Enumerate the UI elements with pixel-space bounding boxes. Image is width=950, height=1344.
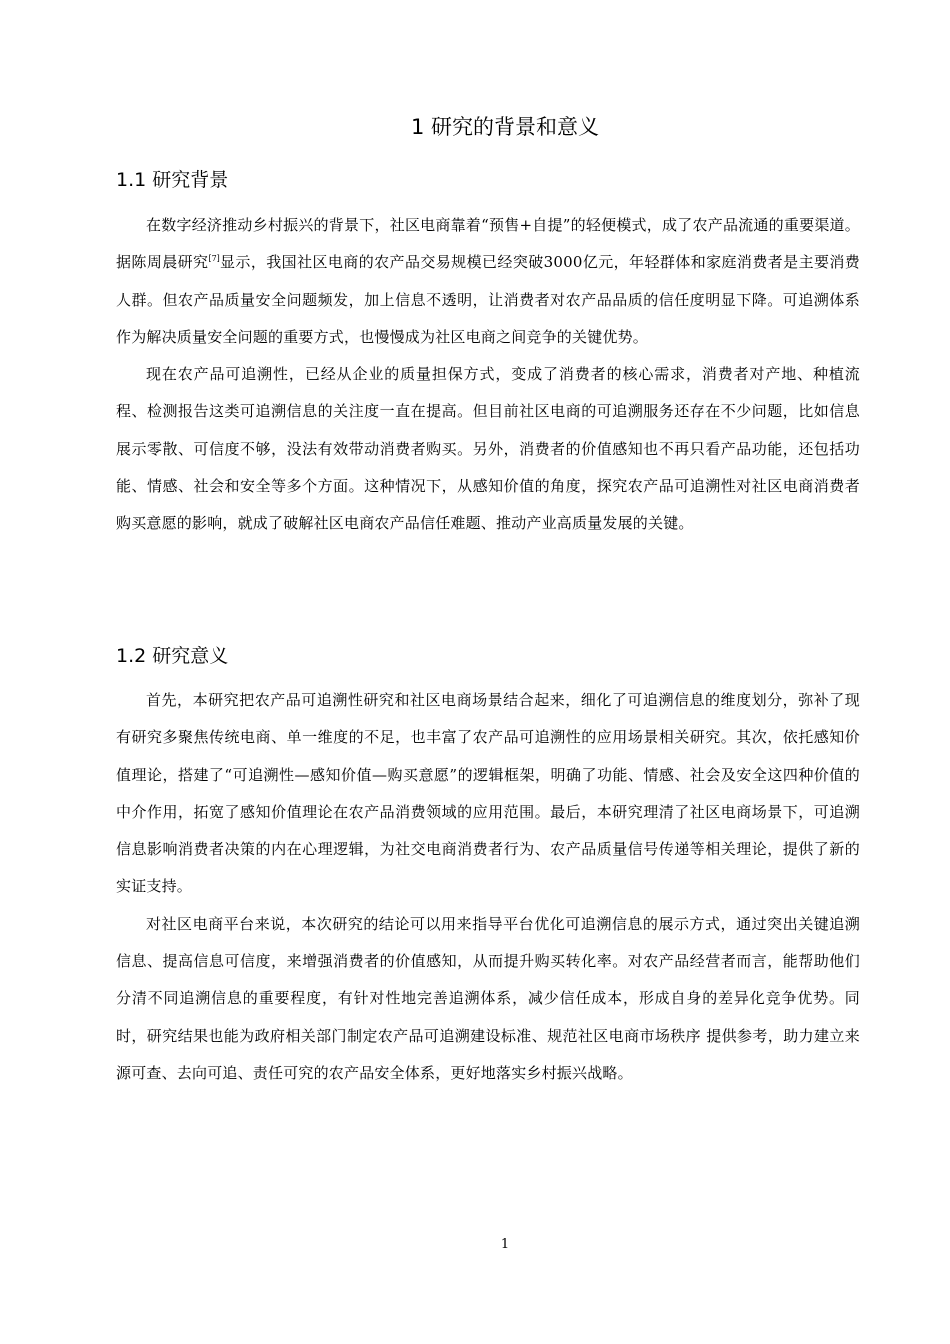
paragraph: 首先，本研究把农产品可追溯性研究和社区电商场景结合起来，细化了可追溯信息的维度划分，弥补了现有研究多聚焦传统电商、单一维度的不足，也丰富了农产品可追溯性的应用场景相关研究。其次，依托感知价值理论，搭建了“可追溯性—感知价值—购买意愿”的逻辑框架，明确了功能、情感、社会及安全这四种价值的中介作用，拓宽了感知价值理论在农产品消费领域的应用范围。最后，本研究理清了社区电商场景下，可追溯信息影响消费者决策的内在心理逻辑，为社交电商消费者行为、农产品质量信号传递等相关理论，提供了新的实证支持。 (116, 691, 860, 896)
section-body-significance (116, 682, 860, 1092)
page-number: 1 (500, 1237, 510, 1252)
paragraph-text: 显示，我国社区电商的农产品交易规模已经突破3000亿元，年轻群体和家庭消费者是主要消费人群。但农产品质量安全问题频发，加上信息不透明，让消费者对农产品品质的信任度明显下降。可追溯体系作为解决质量安全问题的重要方式，也慢慢成为社区电商之间竞争的关键优势。 (116, 253, 861, 346)
paragraph-text: 在数字经济推动乡村振兴的背景下，社区电商靠着“预售+自提”的轻便模式，成了农产品流通的重要渠道。据陈周晨研究 (116, 216, 860, 272)
section-heading-background: 1.1 研究背景 (116, 169, 229, 191)
paragraph: 现在农产品可追溯性，已经从企业的质量担保方式，变成了消费者的核心需求，消费者对产地、种植流程、检测报告这类可追溯信息的关注度一直在提高。但目前社区电商的可追溯服务还存在不少问题，比如信息展示零散、可信度不够，没法有效带动消费者购买。另外，消费者的价值感知也不再只看产品功能，还包括功能、情感、社会和安全等多个方面。这种情况下，从感知价值的角度，探究农产品可追溯性对社区电商消费者购买意愿的影响，就成了破解社区电商农产品信任难题、推动产业高质量发展的关键。 (116, 365, 860, 533)
paragraph (116, 207, 860, 356)
section-heading-significance: 1.2 研究意义 (116, 645, 229, 667)
paragraph: 对社区电商平台来说，本次研究的结论可以用来指导平台优化可追溯信息的展示方式，通过突出关键追溯信息、提高信息可信度，来增强消费者的价值感知，从而提升购买转化率。对农产品经营者而言，能帮助他们分清不同追溯信息的重要程度，有针对性地完善追溯体系，减少信任成本，形成自身的差异化竞争优势。同时，研究结果也能为政府相关部门制定农产品可追溯建设标准、规范社区电商市场秩序 提供参考，助力建立来源可查、去向可追、责任可究的农产品安全体系，更好地落实乡村振兴战略。 (116, 914, 860, 1082)
chapter-title: 1 研究的背景和意义 (410, 115, 600, 139)
citation-marker: [7] (208, 254, 220, 264)
section-body-background (116, 207, 860, 543)
